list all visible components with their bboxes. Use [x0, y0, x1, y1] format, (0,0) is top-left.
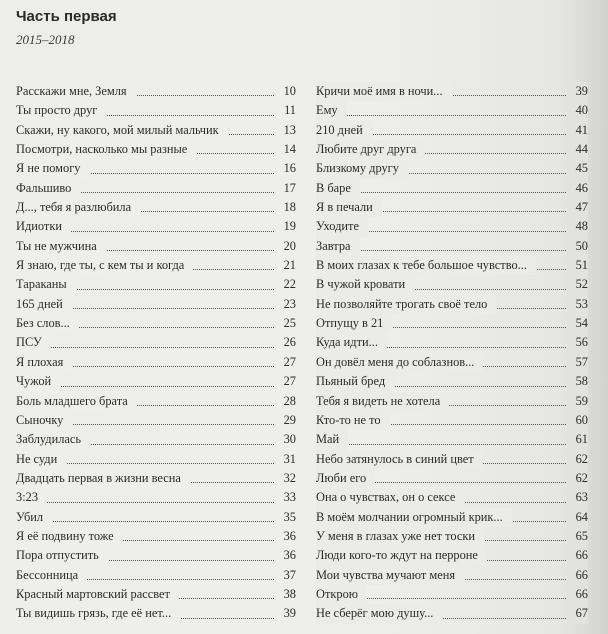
toc-entry-title: Близкому другу — [316, 161, 399, 176]
toc-entry-title: Не сберёг мою душу... — [316, 606, 434, 621]
toc-entry-page: 60 — [572, 411, 588, 430]
toc-entry-title: Красный мартовский рассвет — [16, 586, 170, 601]
toc-entry-page: 50 — [572, 237, 588, 256]
toc-entry — [16, 159, 296, 178]
toc-entry-title: Кричи моё имя в ночи... — [316, 84, 443, 98]
toc-entry-page: 39 — [572, 82, 588, 101]
toc-entry-title: Любите друг друга — [316, 142, 417, 157]
toc-entry — [16, 140, 296, 159]
toc-entry — [16, 546, 296, 565]
toc-entry-page: 64 — [572, 508, 588, 527]
toc-entry-title: Ты не мужчина — [16, 238, 97, 253]
toc-entry — [316, 179, 588, 198]
toc-entry-page: 19 — [280, 217, 296, 236]
toc-entry-title: 210 дней — [316, 122, 363, 137]
toc-entry-page: 27 — [280, 353, 296, 372]
section-title: Часть первая — [16, 8, 117, 25]
toc-entry-page: 59 — [572, 392, 588, 411]
toc-entry — [316, 508, 588, 527]
toc-entry-title: Д..., тебя я разлюбила — [16, 200, 132, 215]
toc-entry-title: Фальшиво — [16, 180, 72, 195]
toc-entry — [16, 179, 296, 198]
toc-entry — [316, 566, 588, 585]
toc-entry — [316, 101, 588, 120]
toc-entry-title: В чужой кровати — [316, 277, 406, 292]
toc-leader-dots — [16, 521, 274, 522]
toc-entry — [16, 392, 296, 411]
toc-entry-page: 66 — [572, 566, 588, 585]
toc-entry-page: 47 — [572, 198, 588, 217]
toc-entry-title: Я её подвину тоже — [16, 528, 114, 543]
toc-entry-title: Люди кого-то ждут на перроне — [316, 548, 478, 563]
toc-entry-title: Я не помогу — [16, 161, 81, 176]
toc-entry-page: 18 — [280, 198, 296, 217]
toc-entry-page: 38 — [280, 585, 296, 604]
toc-column-left — [16, 82, 296, 624]
toc-entry-page: 67 — [572, 604, 588, 623]
toc-entry — [16, 430, 296, 449]
toc-entry-title: Куда идти... — [316, 335, 378, 350]
toc-entry-page: 30 — [280, 430, 296, 449]
toc-entry-title: Скажи, ну какого, мой милый мальчик — [16, 122, 219, 137]
toc-entry-page: 10 — [280, 82, 296, 101]
toc-entry-page: 22 — [280, 275, 296, 294]
toc-entry — [316, 140, 588, 159]
toc-entry-title: Она о чувствах, он о сексе — [316, 490, 456, 505]
toc-entry-page: 23 — [280, 295, 296, 314]
toc-entry-page: 62 — [572, 469, 588, 488]
toc-entry — [16, 508, 296, 527]
toc-entry-page: 20 — [280, 237, 296, 256]
toc-entry — [16, 101, 296, 120]
toc-entry-page: 41 — [572, 121, 588, 140]
toc-entry — [16, 121, 296, 140]
toc-entry-title: Он довёл меня до соблазнов... — [316, 354, 475, 369]
toc-entry-page: 29 — [280, 411, 296, 430]
toc-entry-title: В моём молчании огромный крик... — [316, 509, 503, 524]
toc-leader-dots — [316, 444, 566, 445]
toc-entry-page: 58 — [572, 372, 588, 391]
toc-entry — [316, 430, 588, 449]
toc-entry-title: В баре — [316, 180, 351, 195]
toc-entry-page: 48 — [572, 217, 588, 236]
toc-entry — [16, 585, 296, 604]
toc-entry — [16, 82, 296, 101]
toc-entry — [16, 333, 296, 352]
toc-entry — [316, 411, 588, 430]
toc-entry-title: Чужой — [16, 374, 52, 389]
toc-column-right — [316, 82, 588, 624]
toc-entry-title: Бессонница — [16, 567, 79, 582]
toc-entry-page: 61 — [572, 430, 588, 449]
toc-entry — [316, 372, 588, 391]
toc-entry — [316, 159, 588, 178]
toc-entry-page: 14 — [280, 140, 296, 159]
toc-entry-title: Завтра — [316, 238, 351, 253]
toc-entry-page: 31 — [280, 450, 296, 469]
toc-entry-page: 45 — [572, 159, 588, 178]
toc-entry-page: 54 — [572, 314, 588, 333]
toc-entry — [316, 295, 588, 314]
toc-entry-title: Я знаю, где ты, с кем ты и когда — [16, 258, 185, 273]
toc-entry-title: Ты видишь грязь, где её нет... — [16, 606, 172, 621]
toc-entry-page: 62 — [572, 450, 588, 469]
section-years: 2015–2018 — [16, 32, 75, 47]
toc-entry-title: В моих глазах к тебе большое чувство... — [316, 258, 527, 273]
toc-entry — [316, 353, 588, 372]
toc-entry — [16, 566, 296, 585]
toc-entry — [316, 546, 588, 565]
toc-entry-page: 66 — [572, 546, 588, 565]
toc-entry — [316, 82, 588, 101]
toc-leader-dots — [16, 347, 274, 348]
toc-entry — [16, 275, 296, 294]
toc-entry — [316, 333, 588, 352]
toc-entry — [16, 295, 296, 314]
toc-entry-title: Ты просто друг — [16, 103, 98, 118]
toc-entry-title: Не позволяйте трогать своё тело — [316, 296, 488, 311]
toc-entry — [316, 275, 588, 294]
toc-entry-page: 13 — [280, 121, 296, 140]
toc-entry-title: Я плохая — [16, 354, 64, 369]
toc-entry — [316, 314, 588, 333]
toc-entry-title: Люби его — [316, 470, 367, 485]
toc-entry-title: Кто-то не то — [316, 412, 381, 427]
toc-entry-title: Мои чувства мучают меня — [316, 567, 456, 582]
toc-entry — [16, 411, 296, 430]
toc-entry — [16, 256, 296, 275]
toc-entry-title: Заблудилась — [16, 432, 82, 447]
toc-entry-page: 26 — [280, 333, 296, 352]
toc-entry — [316, 121, 588, 140]
toc-entry-page: 36 — [280, 546, 296, 565]
toc-entry-page: 25 — [280, 314, 296, 333]
toc-entry-page: 51 — [572, 256, 588, 275]
toc-entry-page: 32 — [280, 469, 296, 488]
toc-entry — [316, 450, 588, 469]
toc-entry-page: 11 — [280, 101, 296, 120]
toc-entry — [16, 217, 296, 236]
toc-entry-title: Двадцать первая в жизни весна — [16, 470, 181, 485]
toc-leader-dots — [316, 115, 566, 116]
toc-entry — [16, 450, 296, 469]
toc-entry — [16, 488, 296, 507]
toc-leader-dots — [16, 502, 274, 503]
toc-entry-page: 21 — [280, 256, 296, 275]
toc-entry-page: 63 — [572, 488, 588, 507]
toc-entry-page: 57 — [572, 353, 588, 372]
toc-entry — [16, 198, 296, 217]
toc-entry-title: Не суди — [16, 451, 58, 466]
toc-entry-title: Ему — [316, 103, 338, 118]
toc-entry-page: 27 — [280, 372, 296, 391]
toc-entry — [316, 585, 588, 604]
toc-entry-page: 65 — [572, 527, 588, 546]
toc-entry-title: Май — [316, 432, 340, 447]
toc-entry-title: Я в печали — [316, 200, 373, 215]
toc-entry-title: Тебя я видеть не хотела — [316, 393, 441, 408]
toc-entry-title: Без слов... — [16, 316, 70, 331]
toc-entry — [16, 314, 296, 333]
toc-entry — [316, 256, 588, 275]
toc-entry-page: 66 — [572, 585, 588, 604]
toc-entry-title: Идиотки — [16, 219, 62, 234]
toc-entry — [16, 353, 296, 372]
toc-entry — [316, 527, 588, 546]
toc-entry — [316, 392, 588, 411]
toc-entry-title: Убил — [16, 509, 44, 524]
toc-entry-page: 53 — [572, 295, 588, 314]
toc-entry-title: У меня в глазах уже нет тоски — [316, 528, 475, 543]
toc-entry — [16, 527, 296, 546]
toc-entry-title: Сыночку — [16, 412, 64, 427]
toc-entry — [316, 198, 588, 217]
toc-entry-page: 16 — [280, 159, 296, 178]
toc-entry-title: Пьяный бред — [316, 374, 386, 389]
toc-entry-title: Уходите — [316, 219, 359, 234]
toc-entry — [16, 469, 296, 488]
toc-entry-page: 52 — [572, 275, 588, 294]
toc-entry-title: 3:23 — [16, 490, 39, 505]
toc-entry-page: 44 — [572, 140, 588, 159]
toc-entry-title: Боль младшего брата — [16, 393, 128, 408]
toc-entry-page: 33 — [280, 488, 296, 507]
toc-entry-title: Тараканы — [16, 277, 67, 292]
toc-entry-title: Пора отпустить — [16, 548, 99, 563]
toc-entry-page: 17 — [280, 179, 296, 198]
toc-entry-page: 40 — [572, 101, 588, 120]
toc-entry — [16, 604, 296, 623]
toc-entry-title: Посмотри, насколько мы разные — [16, 142, 188, 157]
toc-entry-page: 46 — [572, 179, 588, 198]
toc-entry-page: 36 — [280, 527, 296, 546]
toc-entry — [316, 488, 588, 507]
toc-entry — [316, 604, 588, 623]
toc-entry-title: ПСУ — [16, 335, 42, 350]
toc-entry — [16, 372, 296, 391]
toc-entry — [316, 469, 588, 488]
toc-entry-title: 165 дней — [16, 296, 63, 311]
toc-entry-page: 35 — [280, 508, 296, 527]
toc-entry-title: Небо затянулось в синий цвет — [316, 451, 474, 466]
toc-entry — [316, 217, 588, 236]
toc-entry-page: 28 — [280, 392, 296, 411]
toc-entry-page: 39 — [280, 604, 296, 623]
toc-entry-title: Расскажи мне, Земля — [16, 84, 127, 98]
toc-entry-title: Открою — [316, 586, 359, 601]
toc-entry-page: 37 — [280, 566, 296, 585]
toc-entry-page: 56 — [572, 333, 588, 352]
toc-entry-title: Отпущу в 21 — [316, 316, 384, 331]
toc-entry — [16, 237, 296, 256]
toc-entry — [316, 237, 588, 256]
